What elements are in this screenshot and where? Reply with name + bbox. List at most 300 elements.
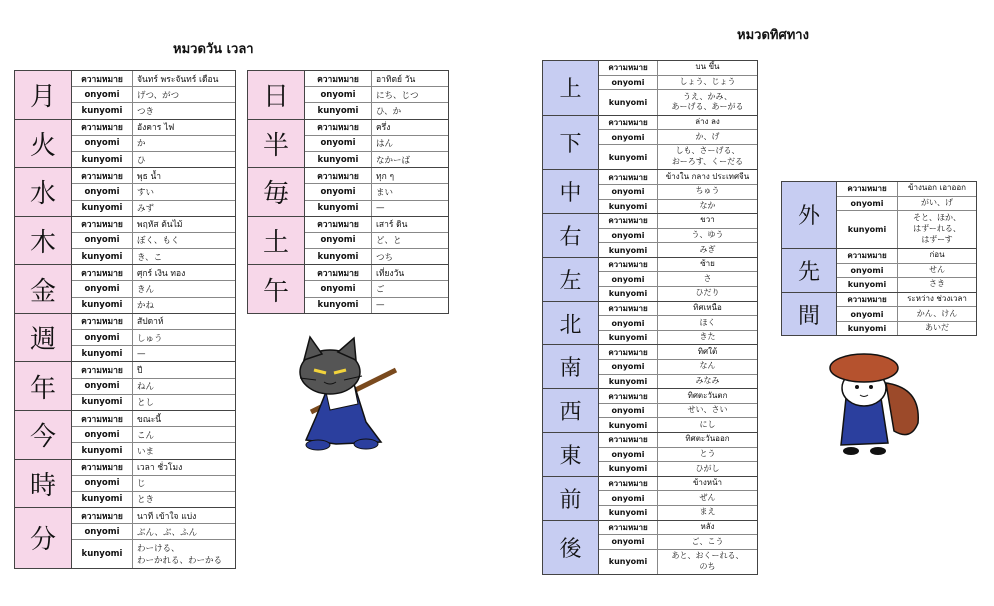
kunyomi-value: き、こ xyxy=(137,252,163,263)
kunyomi-label: kunyomi xyxy=(599,90,658,114)
kanji-entry xyxy=(14,120,236,169)
time-table-right xyxy=(247,70,449,314)
kunyomi-row xyxy=(305,200,448,216)
kunyomi-row xyxy=(599,199,757,214)
onyomi-value: しょう、じょう xyxy=(679,76,736,86)
kunyomi-value: あいだ xyxy=(925,323,949,333)
meaning-row xyxy=(599,389,757,403)
kunyomi-row xyxy=(305,102,448,118)
kanji-character: 時 xyxy=(15,460,72,508)
onyomi-label: onyomi xyxy=(599,185,658,199)
kunyomi-value: うえ、かみ、 あーげる、あーがる xyxy=(671,91,744,112)
kanji-character: 午 xyxy=(248,265,305,313)
onyomi-row xyxy=(72,329,235,345)
kunyomi-label: kunyomi xyxy=(72,395,133,410)
meaning-row xyxy=(72,265,235,280)
kunyomi-row xyxy=(837,321,976,336)
onyomi-value: ご xyxy=(376,285,385,296)
kanji-character: 半 xyxy=(248,120,305,168)
onyomi-row xyxy=(305,280,448,296)
meaning-label: ความหมาย xyxy=(72,362,133,377)
onyomi-label: onyomi xyxy=(72,476,133,491)
onyomi-label: onyomi xyxy=(305,281,372,296)
meaning-value: อังคาร ไฟ xyxy=(137,123,175,134)
kunyomi-label: kunyomi xyxy=(837,278,898,292)
onyomi-label: onyomi xyxy=(305,233,372,248)
onyomi-row xyxy=(72,523,235,539)
kunyomi-row xyxy=(599,374,757,389)
onyomi-label: onyomi xyxy=(599,316,658,330)
kanji-character: 週 xyxy=(15,314,72,362)
onyomi-value: すい xyxy=(137,187,155,198)
onyomi-value: ねん xyxy=(137,382,155,393)
kanji-character: 西 xyxy=(543,389,599,432)
onyomi-value: こん xyxy=(137,430,155,441)
kunyomi-row xyxy=(599,144,757,169)
traveler-cat-illustration xyxy=(826,343,921,463)
kunyomi-label: kunyomi xyxy=(305,103,372,118)
meaning-value: นาที เข้าใจ แบ่ง xyxy=(137,511,197,522)
kunyomi-row xyxy=(837,210,976,248)
meaning-row xyxy=(599,477,757,491)
onyomi-value: かん、けん xyxy=(916,308,958,318)
onyomi-label: onyomi xyxy=(599,404,658,418)
meaning-row xyxy=(72,508,235,523)
meaning-row xyxy=(305,217,448,232)
onyomi-label: onyomi xyxy=(599,272,658,286)
kunyomi-row xyxy=(72,200,235,216)
onyomi-row xyxy=(72,426,235,442)
onyomi-row xyxy=(599,403,757,418)
kanji-character: 右 xyxy=(543,214,599,257)
onyomi-value: か、げ xyxy=(695,131,720,141)
kanji-character: 木 xyxy=(15,217,72,265)
onyomi-label: onyomi xyxy=(599,535,658,549)
kanji-entry xyxy=(542,433,758,477)
kunyomi-row xyxy=(599,461,757,476)
meaning-value: เวลา ชั่วโมง xyxy=(137,463,183,474)
kunyomi-row xyxy=(72,345,235,361)
kunyomi-value: ひだり xyxy=(695,288,720,298)
meaning-row xyxy=(599,170,757,184)
kunyomi-label: kunyomi xyxy=(72,346,133,361)
onyomi-row xyxy=(599,359,757,374)
meaning-value: จันทร์ พระจันทร์ เดือน xyxy=(137,74,219,85)
meaning-label: ความหมาย xyxy=(72,265,133,280)
kanji-character: 月 xyxy=(15,71,72,119)
onyomi-row xyxy=(305,183,448,199)
meaning-label: ความหมาย xyxy=(72,217,133,232)
onyomi-row xyxy=(837,306,976,321)
kunyomi-row xyxy=(72,248,235,264)
kunyomi-row xyxy=(305,151,448,167)
meaning-label: ความหมาย xyxy=(599,477,658,491)
kunyomi-value: さき xyxy=(929,279,945,289)
kunyomi-row xyxy=(599,417,757,432)
meaning-row xyxy=(305,120,448,135)
meaning-label: ความหมาย xyxy=(72,460,133,475)
kanji-entry xyxy=(542,60,758,116)
meaning-label: ความหมาย xyxy=(599,433,658,447)
time-table-left xyxy=(14,70,236,569)
onyomi-label: onyomi xyxy=(72,281,133,296)
meaning-value: ข้างใน กลาง ประเทศจีน xyxy=(665,171,750,181)
onyomi-value: とう xyxy=(699,448,716,458)
onyomi-value: さ xyxy=(703,273,712,283)
kunyomi-row xyxy=(72,297,235,313)
meaning-label: ความหมาย xyxy=(599,302,658,316)
onyomi-value: ちゅう xyxy=(695,186,720,196)
meaning-value: ข้างนอก เอาออก xyxy=(907,183,966,193)
meaning-label: ความหมาย xyxy=(72,120,133,135)
kanji-entry xyxy=(14,314,236,363)
kunyomi-row xyxy=(837,277,976,292)
kunyomi-label: kunyomi xyxy=(72,249,133,264)
kunyomi-value: とし xyxy=(137,398,155,409)
meaning-value: ทิศใต้ xyxy=(697,346,718,356)
meaning-value: พฤหัส ต้นไม้ xyxy=(137,220,183,231)
kanji-entry xyxy=(14,70,236,120)
time-category-title: หมวดวัน เวลา xyxy=(173,42,254,57)
kunyomi-value: — xyxy=(376,203,385,214)
kunyomi-row xyxy=(72,491,235,507)
kunyomi-label: kunyomi xyxy=(599,418,658,432)
meaning-value: ทิศตะวันออก xyxy=(685,434,730,444)
meaning-row xyxy=(72,362,235,377)
meaning-value: ทิศเหนือ xyxy=(693,303,722,313)
onyomi-value: ぜん xyxy=(699,492,716,502)
onyomi-value: ぶん、ぶ、ふん xyxy=(137,527,198,538)
kunyomi-label: kunyomi xyxy=(72,152,133,167)
kunyomi-label: kunyomi xyxy=(72,103,133,118)
kunyomi-label: kunyomi xyxy=(599,200,658,214)
direction-category-title: หมวดทิศทาง xyxy=(737,28,809,43)
onyomi-row xyxy=(72,378,235,394)
meaning-value: ขวา xyxy=(700,215,715,225)
meaning-label: ความหมาย xyxy=(599,258,658,272)
meaning-label: ความหมาย xyxy=(72,168,133,183)
onyomi-label: onyomi xyxy=(305,184,372,199)
onyomi-label: onyomi xyxy=(599,76,658,90)
onyomi-row xyxy=(305,86,448,102)
kanji-entry xyxy=(542,258,758,302)
onyomi-value: う、ゆう xyxy=(691,230,724,240)
meaning-value: สัปดาห์ xyxy=(137,317,164,328)
kunyomi-label: kunyomi xyxy=(599,462,658,476)
kanji-character: 間 xyxy=(782,293,837,336)
kunyomi-label: kunyomi xyxy=(72,201,133,216)
meaning-label: ความหมาย xyxy=(72,508,133,523)
kunyomi-row xyxy=(72,394,235,410)
meaning-row xyxy=(72,411,235,426)
meaning-value: ขณะนี้ xyxy=(137,414,162,425)
kunyomi-label: kunyomi xyxy=(837,322,898,336)
onyomi-row xyxy=(599,129,757,144)
meaning-label: ความหมาย xyxy=(599,61,658,75)
kanji-character: 金 xyxy=(15,265,72,313)
kanji-character: 日 xyxy=(248,71,305,119)
meaning-value: เสาร์ ดิน xyxy=(376,220,408,231)
onyomi-row xyxy=(72,135,235,151)
onyomi-label: onyomi xyxy=(599,130,658,144)
kunyomi-label: kunyomi xyxy=(599,243,658,257)
kunyomi-value: わーける、 わーかれる、わーかる xyxy=(137,544,223,567)
meaning-row xyxy=(837,182,976,196)
kunyomi-row xyxy=(599,242,757,257)
onyomi-label: onyomi xyxy=(72,330,133,345)
onyomi-row xyxy=(305,232,448,248)
onyomi-value: にち、じつ xyxy=(376,90,419,101)
onyomi-row xyxy=(305,135,448,151)
meaning-value: ข้างหน้า xyxy=(692,478,723,488)
kunyomi-value: みず xyxy=(137,204,155,215)
meaning-value: ศุกร์ เงิน ทอง xyxy=(137,268,186,279)
kunyomi-value: きた xyxy=(699,332,716,342)
kunyomi-row xyxy=(72,442,235,458)
meaning-label: ความหมาย xyxy=(837,293,898,307)
kunyomi-label: kunyomi xyxy=(72,298,133,313)
kunyomi-row xyxy=(599,549,757,574)
meaning-row xyxy=(305,265,448,280)
onyomi-value: げつ、がつ xyxy=(137,90,180,101)
kunyomi-label: kunyomi xyxy=(599,145,658,169)
meaning-value: ปี xyxy=(137,365,143,376)
meaning-label: ความหมาย xyxy=(599,345,658,359)
onyomi-value: ご、こう xyxy=(691,536,724,546)
kanji-entry xyxy=(247,265,449,314)
kunyomi-value: — xyxy=(376,300,385,311)
kanji-entry xyxy=(14,168,236,217)
onyomi-label: onyomi xyxy=(72,524,133,539)
meaning-label: ความหมาย xyxy=(72,411,133,426)
meaning-label: ความหมาย xyxy=(305,265,372,280)
meaning-row xyxy=(599,521,757,535)
kanji-entry xyxy=(14,508,236,569)
meaning-row xyxy=(72,71,235,86)
kanji-entry xyxy=(542,302,758,346)
kanji-entry xyxy=(14,460,236,509)
kanji-entry xyxy=(247,120,449,169)
onyomi-row xyxy=(599,534,757,549)
kanji-entry xyxy=(542,214,758,258)
meaning-row xyxy=(72,314,235,329)
onyomi-value: せい、さい xyxy=(687,405,728,415)
kanji-character: 中 xyxy=(543,170,599,213)
meaning-label: ความหมาย xyxy=(305,217,372,232)
kunyomi-value: ひ xyxy=(137,155,146,166)
meaning-row xyxy=(599,61,757,75)
onyomi-label: onyomi xyxy=(599,229,658,243)
kunyomi-label: kunyomi xyxy=(72,443,133,458)
kunyomi-label: kunyomi xyxy=(599,506,658,520)
kanji-character: 先 xyxy=(782,249,837,292)
kunyomi-row xyxy=(599,89,757,114)
kanji-character: 今 xyxy=(15,411,72,459)
onyomi-label: onyomi xyxy=(837,197,898,211)
kunyomi-value: なかーば xyxy=(376,155,411,166)
onyomi-label: onyomi xyxy=(599,448,658,462)
kanji-entry xyxy=(781,249,977,293)
onyomi-row xyxy=(599,184,757,199)
onyomi-row xyxy=(599,271,757,286)
kanji-entry xyxy=(247,217,449,266)
onyomi-value: しゅう xyxy=(137,333,163,344)
onyomi-row xyxy=(837,263,976,278)
kanji-character: 北 xyxy=(543,302,599,345)
kunyomi-label: kunyomi xyxy=(599,331,658,345)
onyomi-value: ぼく、もく xyxy=(137,236,180,247)
kunyomi-value: — xyxy=(137,348,146,359)
onyomi-row xyxy=(599,315,757,330)
meaning-row xyxy=(72,120,235,135)
meaning-value: หลัง xyxy=(700,521,715,531)
onyomi-label: onyomi xyxy=(72,379,133,394)
kunyomi-value: みぎ xyxy=(699,244,716,254)
kanji-entry xyxy=(781,181,977,249)
onyomi-value: がい、げ xyxy=(921,197,953,207)
onyomi-label: onyomi xyxy=(599,360,658,374)
meaning-label: ความหมาย xyxy=(599,521,658,535)
kanji-character: 年 xyxy=(15,362,72,410)
kunyomi-label: kunyomi xyxy=(305,298,372,313)
onyomi-row xyxy=(599,447,757,462)
onyomi-value: ほく xyxy=(699,317,716,327)
onyomi-value: まい xyxy=(376,187,394,198)
kanji-character: 水 xyxy=(15,168,72,216)
kunyomi-value: あと、おくーれる、 のち xyxy=(671,551,744,571)
onyomi-value: か xyxy=(137,139,146,150)
onyomi-value: なん xyxy=(699,361,716,371)
kunyomi-row xyxy=(599,505,757,520)
kanji-entry xyxy=(14,362,236,411)
meaning-value: ทุก ๆ xyxy=(376,171,395,182)
kanji-entry xyxy=(14,411,236,460)
meaning-label: ความหมาย xyxy=(599,389,658,403)
meaning-value: ทิศตะวันตก xyxy=(687,390,728,400)
kanji-entry xyxy=(247,168,449,217)
kanji-entry xyxy=(542,116,758,171)
kunyomi-label: kunyomi xyxy=(599,287,658,301)
kunyomi-label: kunyomi xyxy=(837,211,898,248)
kunyomi-value: まえ xyxy=(699,507,716,517)
kunyomi-row xyxy=(305,248,448,264)
kunyomi-row xyxy=(599,286,757,301)
kanji-character: 南 xyxy=(543,345,599,388)
meaning-label: ความหมาย xyxy=(72,71,133,86)
kunyomi-value: みなみ xyxy=(695,376,720,386)
kanji-character: 毎 xyxy=(248,168,305,216)
onyomi-value: じ xyxy=(137,479,146,490)
meaning-label: ความหมาย xyxy=(599,170,658,184)
onyomi-value: ど、と xyxy=(376,236,402,247)
kanji-character: 火 xyxy=(15,120,72,168)
meaning-value: ล่าง ลง xyxy=(695,117,720,127)
meaning-row xyxy=(599,433,757,447)
meaning-row xyxy=(305,71,448,86)
meaning-row xyxy=(599,302,757,316)
kanji-character: 上 xyxy=(543,61,599,115)
kanji-entry xyxy=(781,293,977,337)
onyomi-row xyxy=(837,196,976,211)
onyomi-row xyxy=(72,86,235,102)
meaning-value: อาทิตย์ วัน xyxy=(376,74,416,85)
onyomi-label: onyomi xyxy=(837,307,898,321)
meaning-row xyxy=(599,258,757,272)
kunyomi-label: kunyomi xyxy=(72,492,133,507)
kunyomi-row xyxy=(72,151,235,167)
kunyomi-label: kunyomi xyxy=(305,249,372,264)
kunyomi-label: kunyomi xyxy=(72,540,133,567)
kanji-entry xyxy=(542,389,758,433)
meaning-row xyxy=(599,116,757,130)
meaning-row xyxy=(599,345,757,359)
kunyomi-value: ひ、か xyxy=(376,106,402,117)
onyomi-value: きん xyxy=(137,285,155,296)
kanji-character: 左 xyxy=(543,258,599,301)
kunyomi-value: いま xyxy=(137,446,155,457)
meaning-label: ความหมาย xyxy=(837,182,898,196)
onyomi-label: onyomi xyxy=(305,136,372,151)
meaning-row xyxy=(72,460,235,475)
kanji-character: 分 xyxy=(15,508,72,568)
kanji-character: 前 xyxy=(543,477,599,520)
meaning-value: ระหว่าง ช่วงเวลา xyxy=(907,294,967,304)
meaning-label: ความหมาย xyxy=(305,120,372,135)
meaning-row xyxy=(837,293,976,307)
kanji-character: 後 xyxy=(543,521,599,575)
meaning-value: บน ขึ้น xyxy=(695,62,720,72)
onyomi-row xyxy=(72,280,235,296)
kanji-character: 外 xyxy=(782,182,837,248)
kunyomi-label: kunyomi xyxy=(305,152,372,167)
meaning-value: ซ้าย xyxy=(700,259,715,269)
onyomi-label: onyomi xyxy=(837,264,898,278)
kunyomi-row xyxy=(72,539,235,567)
kanji-entry xyxy=(14,217,236,266)
kanji-entry xyxy=(542,345,758,389)
kanji-entry xyxy=(542,170,758,214)
onyomi-label: onyomi xyxy=(72,233,133,248)
onyomi-row xyxy=(599,75,757,90)
onyomi-value: はん xyxy=(376,139,394,150)
onyomi-label: onyomi xyxy=(72,87,133,102)
meaning-row xyxy=(599,214,757,228)
kunyomi-label: kunyomi xyxy=(599,375,658,389)
kanji-character: 土 xyxy=(248,217,305,265)
kunyomi-value: つち xyxy=(376,252,394,263)
kanji-entry xyxy=(247,70,449,120)
onyomi-label: onyomi xyxy=(72,427,133,442)
meaning-row xyxy=(305,168,448,183)
kunyomi-value: しも、さーげる、 おーろす、くーだる xyxy=(671,146,744,167)
meaning-label: ความหมาย xyxy=(837,249,898,263)
onyomi-label: onyomi xyxy=(72,184,133,199)
direction-table-left xyxy=(542,60,758,575)
meaning-label: ความหมาย xyxy=(305,168,372,183)
onyomi-label: onyomi xyxy=(305,87,372,102)
kunyomi-value: とき xyxy=(137,495,155,506)
kunyomi-value: つき xyxy=(137,106,155,117)
meaning-value: พุธ น้ำ xyxy=(137,171,162,182)
onyomi-label: onyomi xyxy=(599,491,658,505)
meaning-label: ความหมาย xyxy=(599,214,658,228)
onyomi-row xyxy=(72,475,235,491)
direction-table-right xyxy=(781,181,977,336)
kunyomi-row xyxy=(72,102,235,118)
kunyomi-label: kunyomi xyxy=(599,550,658,574)
onyomi-row xyxy=(599,490,757,505)
kunyomi-label: kunyomi xyxy=(305,201,372,216)
